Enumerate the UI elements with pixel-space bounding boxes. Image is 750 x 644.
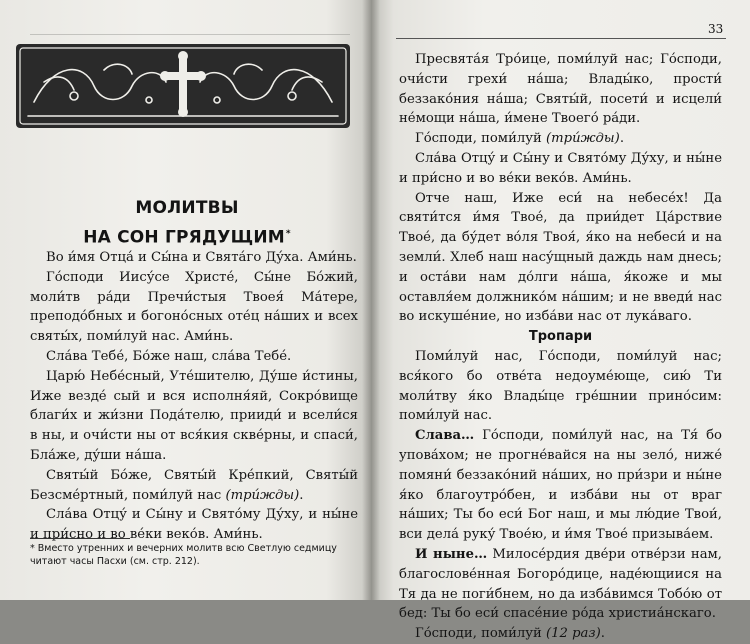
footnote-marker: * <box>285 229 291 239</box>
title-line-2: НА СОН ГРЯДУЩИМ* <box>83 227 291 248</box>
footnote: * Вместо утренних и вечерних молитв всю Светлую седмицу читают часы Пасхи (см. стр. 212). <box>30 543 337 567</box>
prayer-paragraph: Слава… Го́споди, поми́луй нас, на Тя́ бо упова́хом; не прогне́вайся на ны зело́, ниже́ помяни́ беззако́ний на́ших, но при́зри и ны́не я́ко благоутро́бен, и изба́ви ны от враг на́ших; Ты бо еси́ Бог наш, и мы лю́дие Твои́, вси дела́ руку́ Твое́ю, и и́мя Твое́ призыва́ем. <box>399 428 722 543</box>
page-number: 33 <box>708 22 724 36</box>
header-rule-right <box>396 38 726 39</box>
footnote-divider <box>30 538 130 539</box>
prayer-paragraph: Поми́луй нас, Го́споди, поми́луй нас; вся́кого бо отве́та недоуме́юще, сию́ Ти моли́тву я́ко Влады́це гре́шнии прино́сим: поми́луй нас. <box>399 348 722 424</box>
right-prayer-text <box>399 50 722 644</box>
prayer-paragraph: И ныне… Милосе́рдия две́ри отве́рзи нам, благослове́нная Богоро́дице, наде́ющиися на Тя да не поги́бнем, но да изба́вимся Тобо́ю от бед: Ты бо еси́ спасе́ние ро́да христиа́нскаго. <box>399 546 723 622</box>
title-line-1: МОЛИТВЫ <box>135 198 239 218</box>
prayer-paragraph: Царю́ Небе́сный, Уте́шителю, Ду́ше и́стины, Иже везде́ сый и вся исполня́яй, Сокро́вище благи́х и жи́зни Пода́телю, прииди́ и всели́ся в ны, и очи́сти ны от вся́кия скве́рны, и спаси́, Бла́же, ду́ши на́ша. <box>30 368 358 463</box>
prayer-paragraph: Отче наш, Иже еси́ на небесе́х! Да святи́тся и́мя Твое́, да прии́дет Ца́рствие Твое́, да бу́дет во́ля Твоя́, я́ко на небеси́ и на земли́. Хлеб наш насу́щный даждь нам днесь; и оста́ви нам до́лги на́ша, я́коже и мы оставля́ем должнико́м на́шим; и не введи́ нас во искуше́ние, но изба́ви нас от лука́ваго. <box>399 190 722 325</box>
prayer-paragraph: Сла́ва Тебе́, Бо́же наш, сла́ва Тебе́. <box>46 348 292 364</box>
book-gutter <box>362 0 380 600</box>
ornament-headpiece <box>14 42 352 130</box>
prayer-paragraph: Го́споди, поми́луй (12 раз). <box>415 626 605 642</box>
prayer-paragraph: Во и́мя Отца́ и Сы́на и Свята́го Ду́ха. Ами́нь. <box>46 250 357 265</box>
prayer-paragraph: Го́споди, поми́луй (три́жды). <box>415 131 625 147</box>
left-page <box>0 0 371 600</box>
left-prayer-text <box>30 248 358 545</box>
prayer-paragraph: Сла́ва Отцу́ и Сы́ну и Свято́му Ду́ху, и ны́не и при́сно и во ве́ки веко́в. Ами́нь. <box>399 150 722 186</box>
prayer-paragraph: Пресвята́я Тро́ице, поми́луй нас; Го́споди, очи́сти грехи́ на́ша; Влады́ко, прости́ беззако́ния на́ша; Святы́й, посети́ и исцели́ не́мощи на́ша, и́мене Твоего́ ра́ди. <box>399 52 722 127</box>
prayer-paragraph: Го́споди Иису́се Христе́, Сы́не Бо́жий, моли́тв ра́ди Пречи́стыя Твоея́ Ма́тере, преподо́бных и богоно́сных оте́ц на́ших и всех святы́х, поми́луй нас. Ами́нь. <box>30 269 358 345</box>
page-title <box>52 195 322 251</box>
prayer-paragraph: Сла́ва Отцу́ и Сы́ну и Свято́му Ду́ху, и ны́не и при́сно и во ве́ки веко́в. Ами́нь. <box>30 507 358 543</box>
header-rule-left <box>30 34 350 35</box>
prayer-paragraph: Святы́й Бо́же, Святы́й Кре́пкий, Святы́й Безсме́ртный, поми́луй нас (три́жды). <box>30 467 358 503</box>
section-title-troparia: Тропари <box>528 329 593 345</box>
